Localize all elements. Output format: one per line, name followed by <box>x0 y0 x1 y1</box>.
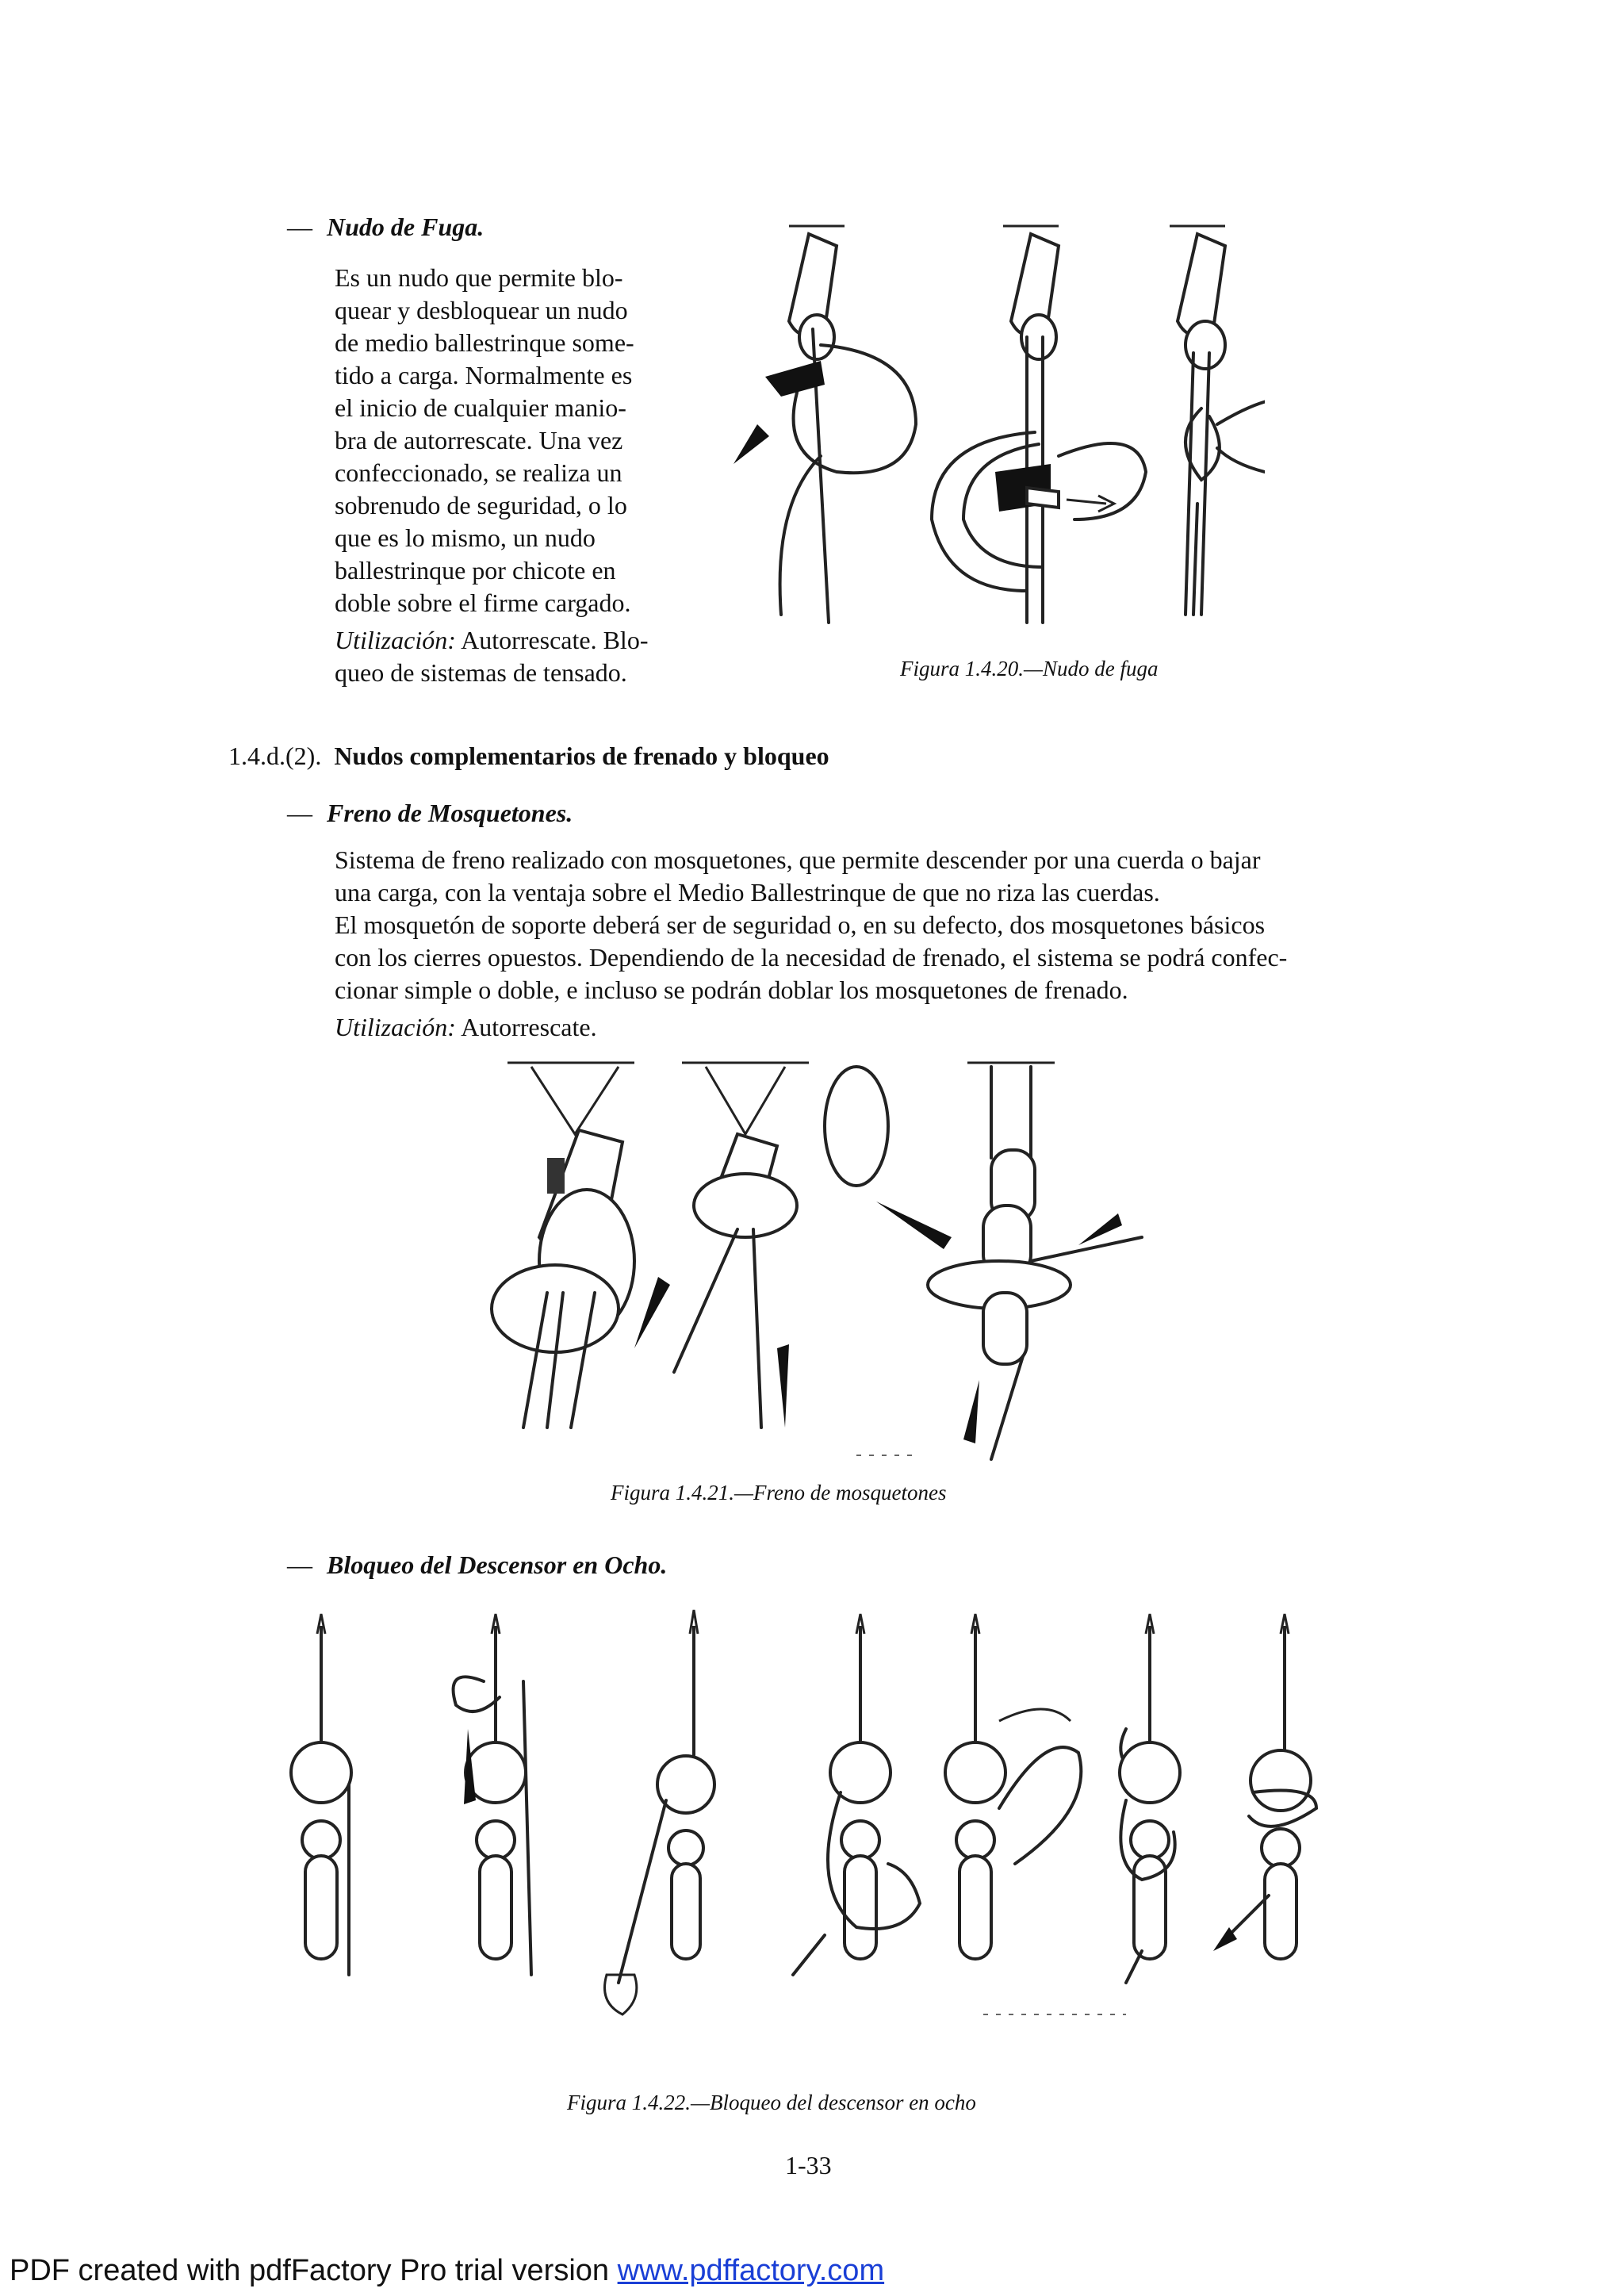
fuga-use-line: Utilización: Autorrescate. Blo- <box>335 626 649 654</box>
fuga-line: quear y desbloquear un nudo <box>335 296 628 324</box>
fuga-line: sobrenudo de seguridad, o lo <box>335 491 627 519</box>
caption-figura-1-4-20: Figura 1.4.20.—Nudo de fuga <box>900 657 1159 680</box>
fuga-line: que es lo mismo, un nudo <box>335 523 596 552</box>
subsection-heading: 1.4.d.(2). Nudos complementarios de frenado y bloqueo <box>228 742 829 770</box>
fuga-line: confeccionado, se realiza un <box>335 458 622 487</box>
freno-line: Sistema de freno realizado con mosquetones, que permite descender por una cuerda o bajar <box>335 845 1261 874</box>
fuga-line: Es un nudo que permite blo- <box>335 263 623 292</box>
freno-description <box>335 844 1413 1044</box>
freno-line: cionar simple o doble, e incluso se podrán doblar los mosquetones de frenado. <box>335 976 1128 1004</box>
page-number: 1-33 <box>785 2151 832 2179</box>
freno-line: El mosquetón de soporte deberá ser de seguridad o, en su defecto, dos mosquetones básicos <box>335 910 1266 939</box>
fuga-line: bra de autorrescate. Una vez <box>335 426 623 454</box>
fuga-description <box>335 262 707 689</box>
fuga-line: el inicio de cualquier manio- <box>335 393 626 422</box>
heading-nudo-de-fuga: — Nudo de Fuga. <box>287 213 485 241</box>
caption-figura-1-4-22: Figura 1.4.22.—Bloqueo del descensor en ocho <box>567 2091 976 2114</box>
fuga-line: tido a carga. Normalmente es <box>335 361 633 389</box>
heading-freno-de-mosquetones: — Freno de Mosquetones. <box>287 799 573 827</box>
figure-nudo-de-fuga <box>726 218 1265 662</box>
step-4 <box>793 1614 920 1975</box>
step-7 <box>1213 1614 1316 1959</box>
pdffactory-link[interactable]: www.pdffactory.com <box>617 2254 885 2287</box>
fuga-line: de medio ballestrinque some- <box>335 328 634 357</box>
step-5 <box>945 1614 1081 1959</box>
figure-freno-de-mosquetones <box>476 1055 1174 1467</box>
caption-figura-1-4-21: Figura 1.4.21.—Freno de mosquetones <box>611 1481 947 1504</box>
freno-use-line: Utilización: Autorrescate. <box>335 1013 597 1041</box>
fuga-use-line: queo de sistemas de tensado. <box>335 658 627 687</box>
pdf-footer: PDF created with pdfFactory Pro trial version www.pdffactory.com <box>10 2254 885 2287</box>
figure-bloqueo-descensor-en-ocho <box>285 1602 1340 2046</box>
step-6 <box>1120 1614 1180 1983</box>
heading-bloqueo-descensor: — Bloqueo del Descensor en Ocho. <box>287 1550 668 1579</box>
step-2 <box>454 1614 531 1975</box>
fuga-line: doble sobre el firme cargado. <box>335 588 631 617</box>
freno-line: con los cierres opuestos. Dependiendo de la necesidad de frenado, el sistema se podrá confec- <box>335 943 1288 972</box>
freno-line: una carga, con la ventaja sobre el Medio Ballestrinque de que no riza las cuerdas. <box>335 878 1160 907</box>
step-3 <box>605 1610 715 2014</box>
fuga-line: ballestrinque por chicote en <box>335 556 616 585</box>
step-1 <box>291 1614 351 1975</box>
